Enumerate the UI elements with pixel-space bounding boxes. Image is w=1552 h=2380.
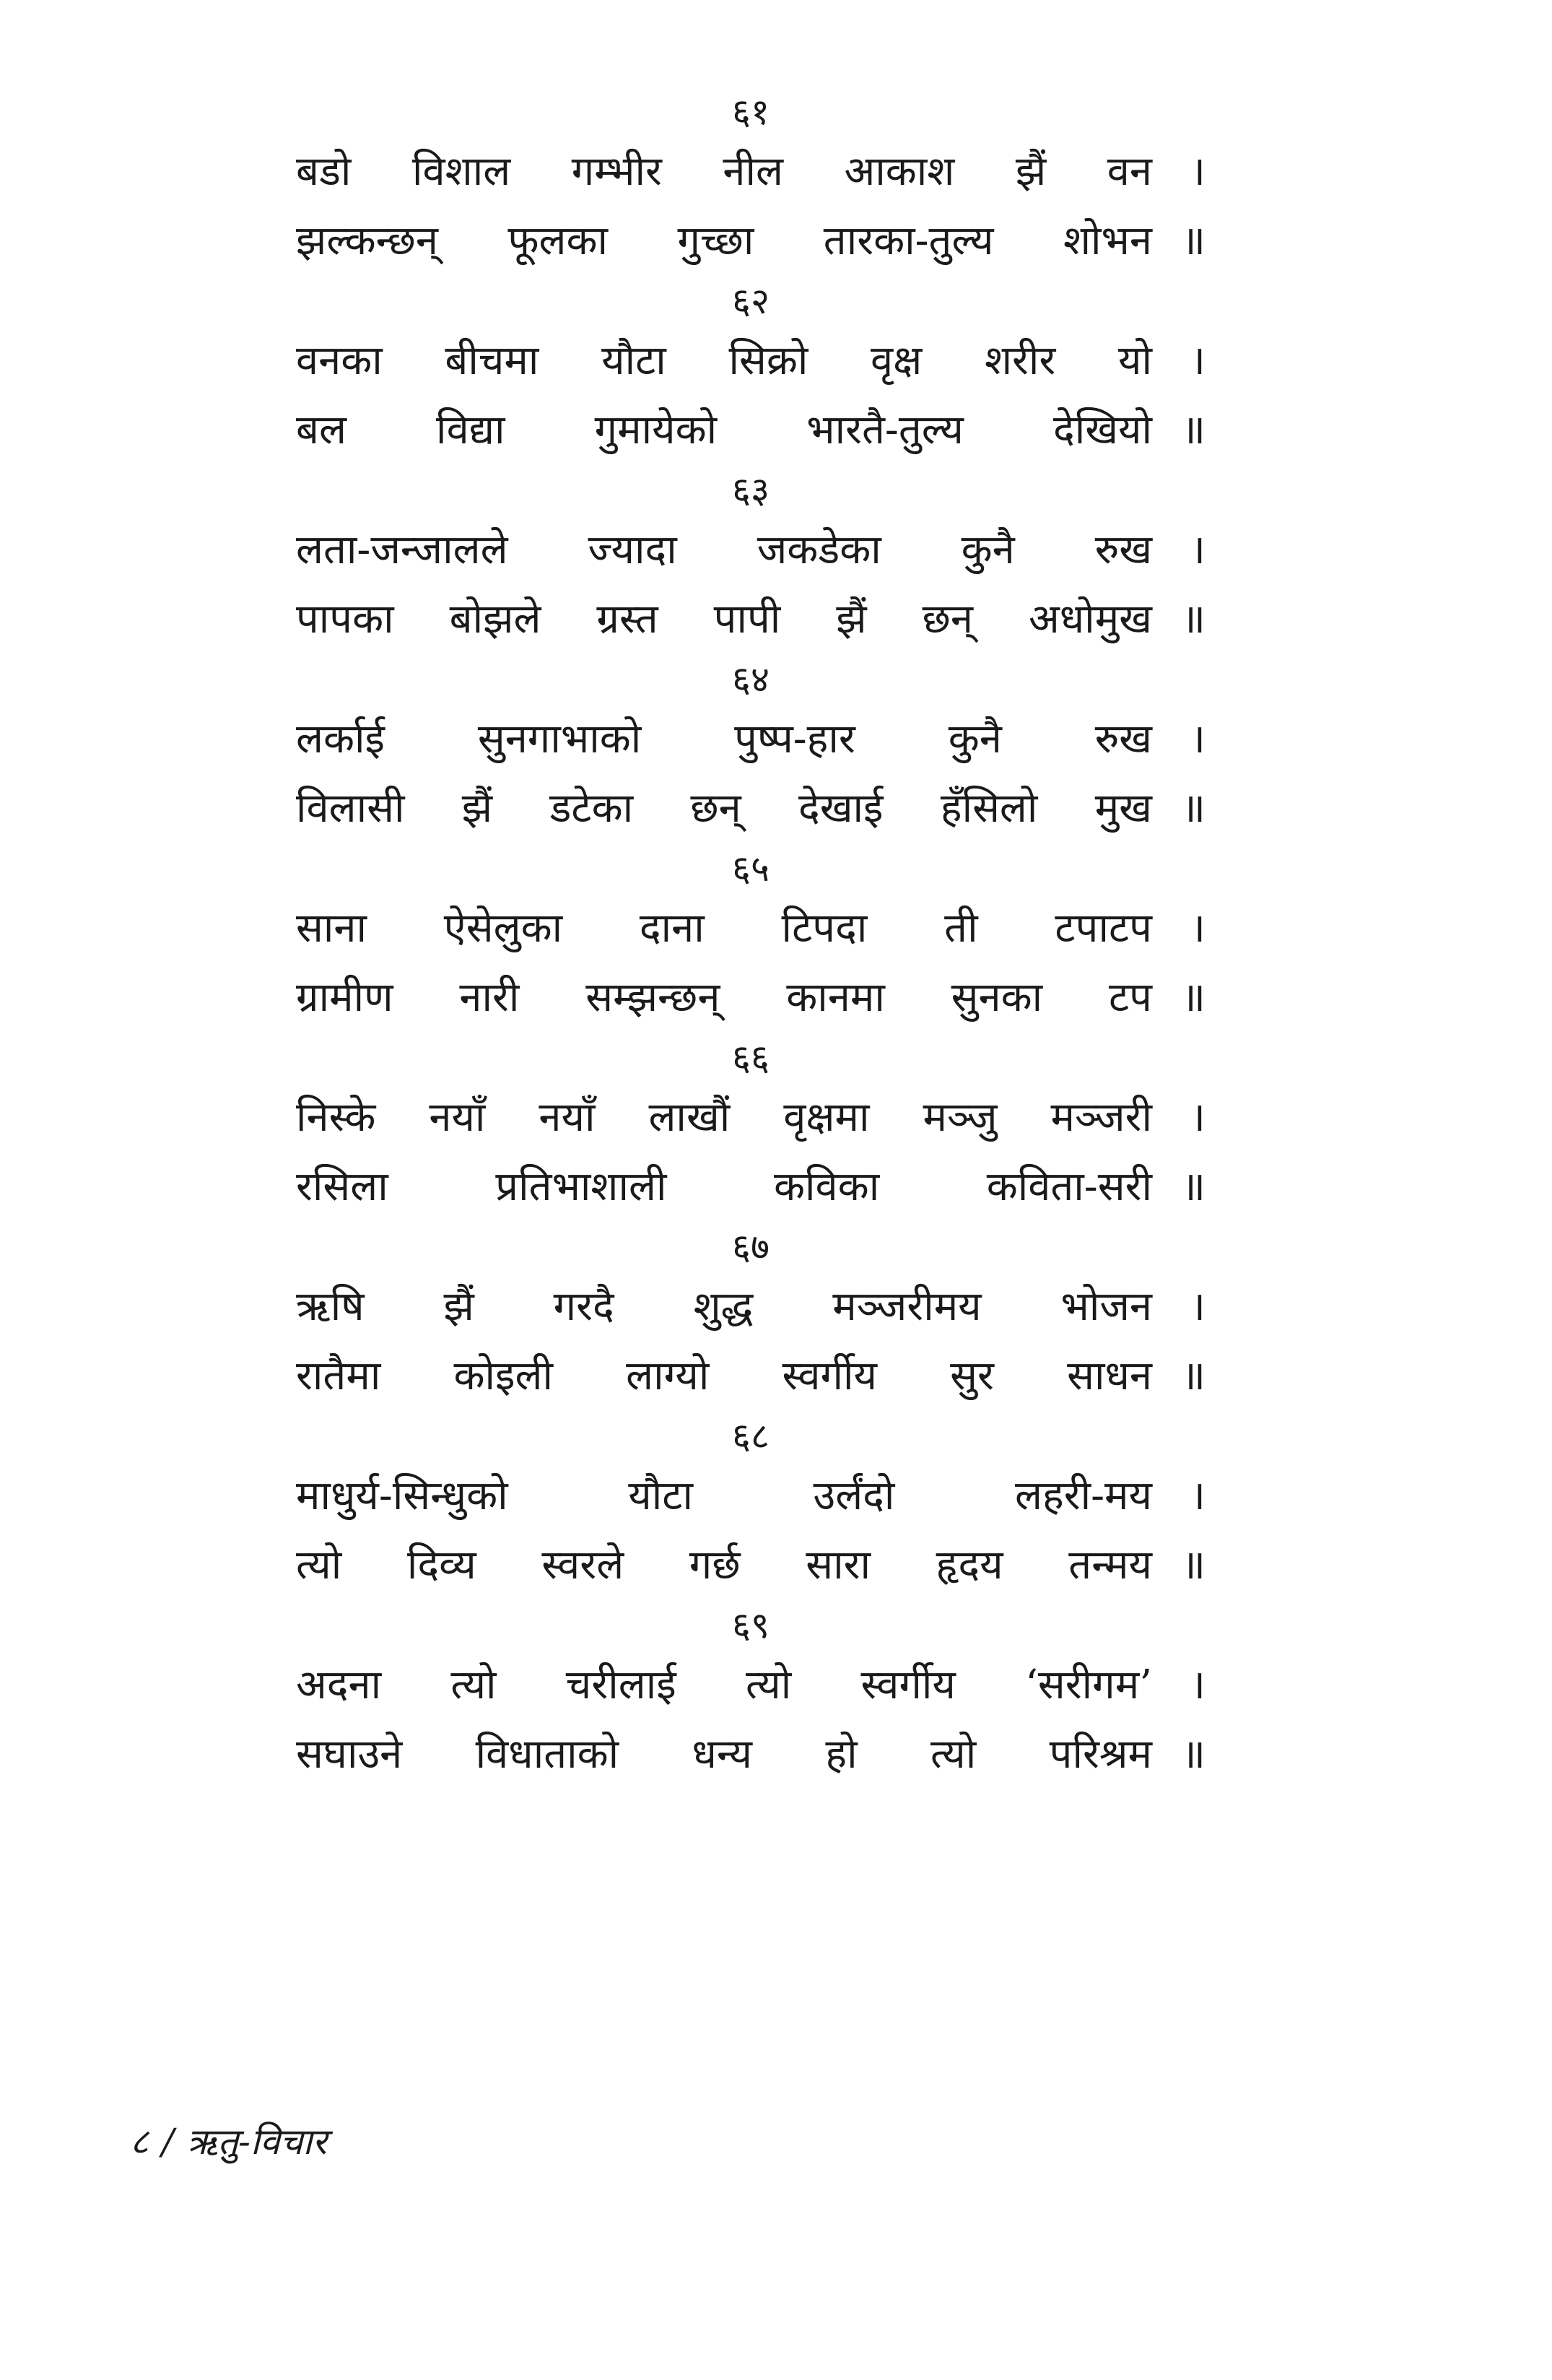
verse-line — [296, 1462, 1206, 1531]
verse-number: ६३ — [732, 469, 770, 511]
verse-line-text: लर्काई सुनगाभाको पुष्प-हार कुनै रुख — [296, 716, 1152, 763]
verse-block — [296, 654, 1206, 843]
verse-block — [296, 87, 1206, 276]
verse-block — [296, 843, 1206, 1033]
verse-line — [296, 1152, 1206, 1222]
verse-line-text: लता-जन्जालले ज्यादा जकडेका कुनै रुख — [296, 526, 1152, 573]
danda-mark: ॥ — [1181, 1352, 1206, 1399]
verse-line — [296, 396, 1206, 465]
verse-line-text: सघाउने विधाताको धन्य हो त्यो परिश्रम — [296, 1731, 1152, 1778]
page-number: ८ — [130, 2121, 149, 2163]
verse-line — [296, 1651, 1206, 1720]
verse-line — [296, 894, 1206, 963]
verse-line — [296, 963, 1206, 1033]
verse-line — [296, 1342, 1206, 1411]
verse-number: ६२ — [732, 280, 770, 322]
verse-block — [296, 465, 1206, 654]
danda-mark: ॥ — [1181, 785, 1206, 832]
verse-line — [296, 1272, 1206, 1342]
footer-separator: / — [162, 2121, 174, 2163]
verse-line-text: बल विद्या गुमायेको भारतै-तुल्य देखियो — [296, 407, 1152, 453]
danda-mark: ॥ — [1181, 1542, 1206, 1589]
verse-line-text: माधुर्य-सिन्धुको यौटा उर्लंदो लहरी-मय — [296, 1472, 1152, 1519]
verse-line-text: निस्के नयाँ नयाँ लाखौं वृक्षमा मञ्जु मञ्जरी — [296, 1094, 1152, 1141]
verse-line — [296, 705, 1206, 774]
verse-number: ६८ — [732, 1415, 770, 1457]
danda-mark: ॥ — [1181, 596, 1206, 643]
verse-line — [296, 326, 1206, 396]
verse-number: ६४ — [732, 659, 770, 700]
verse-block — [296, 276, 1206, 465]
page-footer — [130, 2116, 327, 2165]
verse-line-text: झल्कन्छन् फूलका गुच्छा तारका-तुल्य शोभन — [296, 217, 1152, 264]
verse-line-text: ऋषि झैं गरदै शुद्ध मञ्जरीमय भोजन — [296, 1283, 1152, 1330]
danda-mark: । — [1190, 905, 1206, 952]
verse-number: ६५ — [732, 848, 770, 890]
danda-mark: । — [1190, 148, 1206, 195]
danda-mark: ॥ — [1181, 217, 1206, 264]
verse-line-text: बडो विशाल गम्भीर नील आकाश झैं वन — [296, 148, 1152, 195]
verse-line-text: रातैमा कोइली लाग्यो स्वर्गीय सुर साधन — [296, 1352, 1152, 1399]
verse-line-text: अदना त्यो चरीलाई त्यो स्वर्गीय ‘सरीगम’ — [296, 1662, 1152, 1708]
danda-mark: ॥ — [1181, 1731, 1206, 1778]
verse-line-text: त्यो दिव्य स्वरले गर्छ सारा हृदय तन्मय — [296, 1542, 1152, 1589]
verse-line — [296, 516, 1206, 585]
verse-block — [296, 1033, 1206, 1222]
danda-mark: । — [1190, 716, 1206, 763]
verse-line — [296, 207, 1206, 276]
verse-number: ६९ — [732, 1604, 770, 1646]
danda-mark: । — [1190, 1662, 1206, 1708]
verse-block — [296, 1411, 1206, 1600]
verse-block — [296, 1600, 1206, 1789]
danda-mark: । — [1190, 337, 1206, 384]
danda-mark: ॥ — [1181, 407, 1206, 453]
verse-number: ६७ — [732, 1226, 770, 1268]
verse-line-text: पापका बोझले ग्रस्त पापी झैं छन् अधोमुख — [296, 596, 1152, 643]
verse-line — [296, 1531, 1206, 1600]
verse-number: ६६ — [732, 1037, 770, 1079]
verse-line-text: ग्रामीण नारी सम्झन्छन् कानमा सुनका टप — [296, 974, 1152, 1021]
verse-number: ६१ — [732, 91, 770, 133]
verse-block — [296, 1222, 1206, 1411]
verse-line-text: विलासी झैं डटेका छन् देखाई हँसिलो मुख — [296, 785, 1152, 832]
book-title: ऋतु-विचार — [186, 2121, 327, 2163]
verse-line — [296, 1083, 1206, 1152]
verse-line-text: वनका बीचमा यौटा सिक्रो वृक्ष शरीर यो — [296, 337, 1152, 384]
danda-mark: । — [1190, 1472, 1206, 1519]
danda-mark: । — [1190, 1283, 1206, 1330]
verse-list — [296, 87, 1206, 1789]
danda-mark: ॥ — [1181, 974, 1206, 1021]
verse-line — [296, 1720, 1206, 1789]
verse-line-text: रसिला प्रतिभाशाली कविका कविता-सरी — [296, 1163, 1152, 1210]
danda-mark: । — [1190, 1094, 1206, 1141]
verse-line — [296, 585, 1206, 654]
verse-line-text: साना ऐसेलुका दाना टिपदा ती टपाटप — [296, 905, 1152, 952]
danda-mark: ॥ — [1181, 1163, 1206, 1210]
danda-mark: । — [1190, 526, 1206, 573]
verse-line — [296, 137, 1206, 207]
verse-line — [296, 774, 1206, 843]
